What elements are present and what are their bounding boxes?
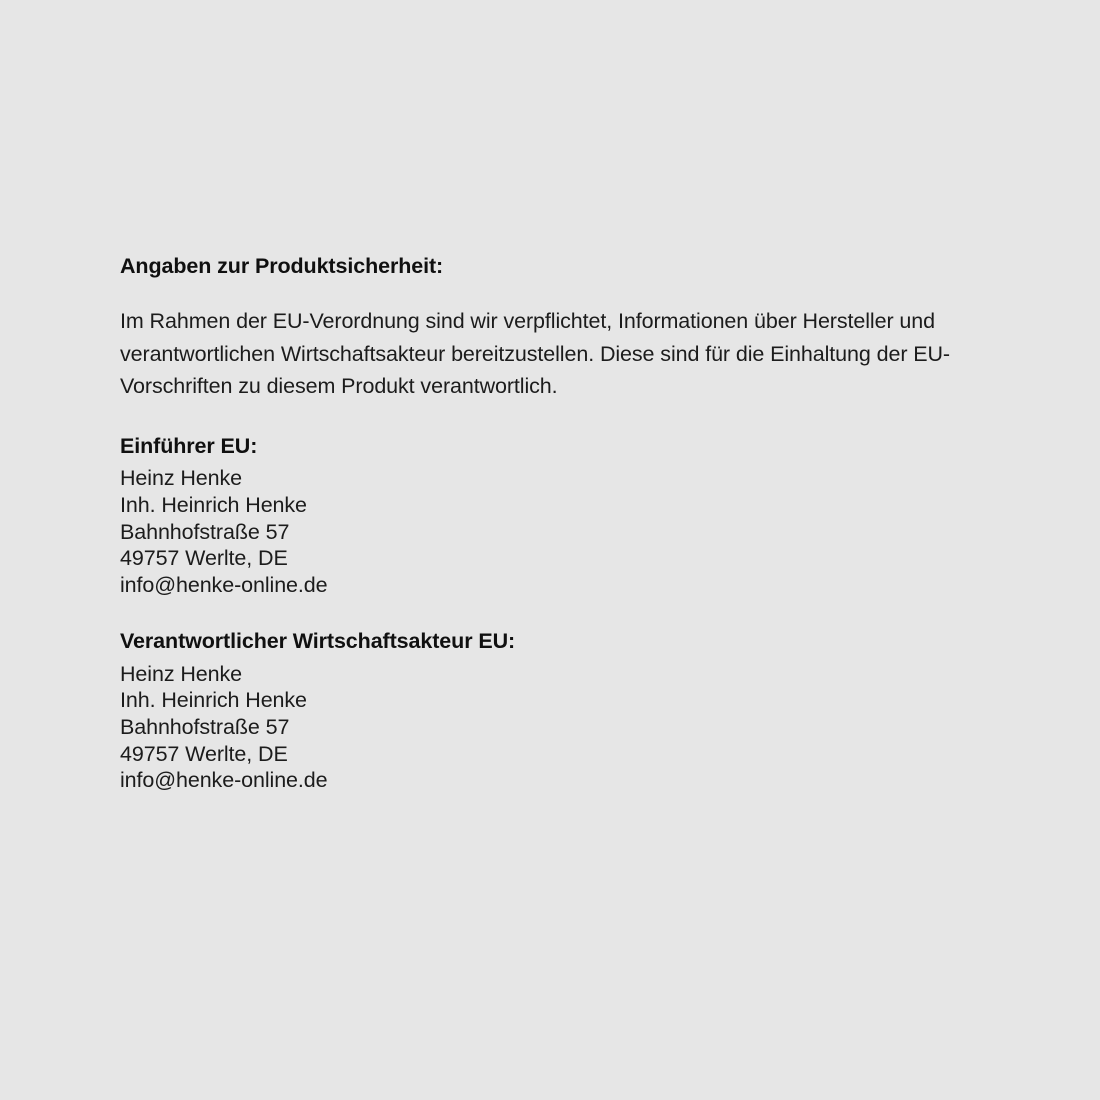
responsible-operator-street: Bahnhofstraße 57 <box>120 714 290 739</box>
document-content <box>120 252 980 794</box>
responsible-operator-block-title: Verantwortlicher Wirtschaftsakteur EU: <box>120 629 516 654</box>
intro-paragraph: Im Rahmen der EU-Verordnung sind wir verpflichtet, Informationen über Hersteller und verantwortlichen Wirtschaftsakteur bereitzustellen. Diese sind für die Einhaltung der EU-Vorschriften zu diesem Produkt verantwortlich. <box>120 309 950 399</box>
responsible-operator-city: 49757 Werlte, DE <box>120 741 288 766</box>
importer-email: info@henke-online.de <box>120 572 328 597</box>
responsible-operator-owner: Inh. Heinrich Henke <box>120 688 307 713</box>
responsible-operator-email: info@henke-online.de <box>120 768 328 793</box>
importer-city: 49757 Werlte, DE <box>120 546 288 571</box>
importer-block <box>120 403 980 598</box>
responsible-operator-block <box>120 598 980 793</box>
importer-street: Bahnhofstraße 57 <box>120 519 290 544</box>
responsible-operator-name: Heinz Henke <box>120 661 242 686</box>
page-title: Angaben zur Produktsicherheit: <box>120 254 444 278</box>
importer-block-title: Einführer EU: <box>120 434 258 459</box>
importer-owner: Inh. Heinrich Henke <box>120 492 307 517</box>
importer-name: Heinz Henke <box>120 466 242 491</box>
